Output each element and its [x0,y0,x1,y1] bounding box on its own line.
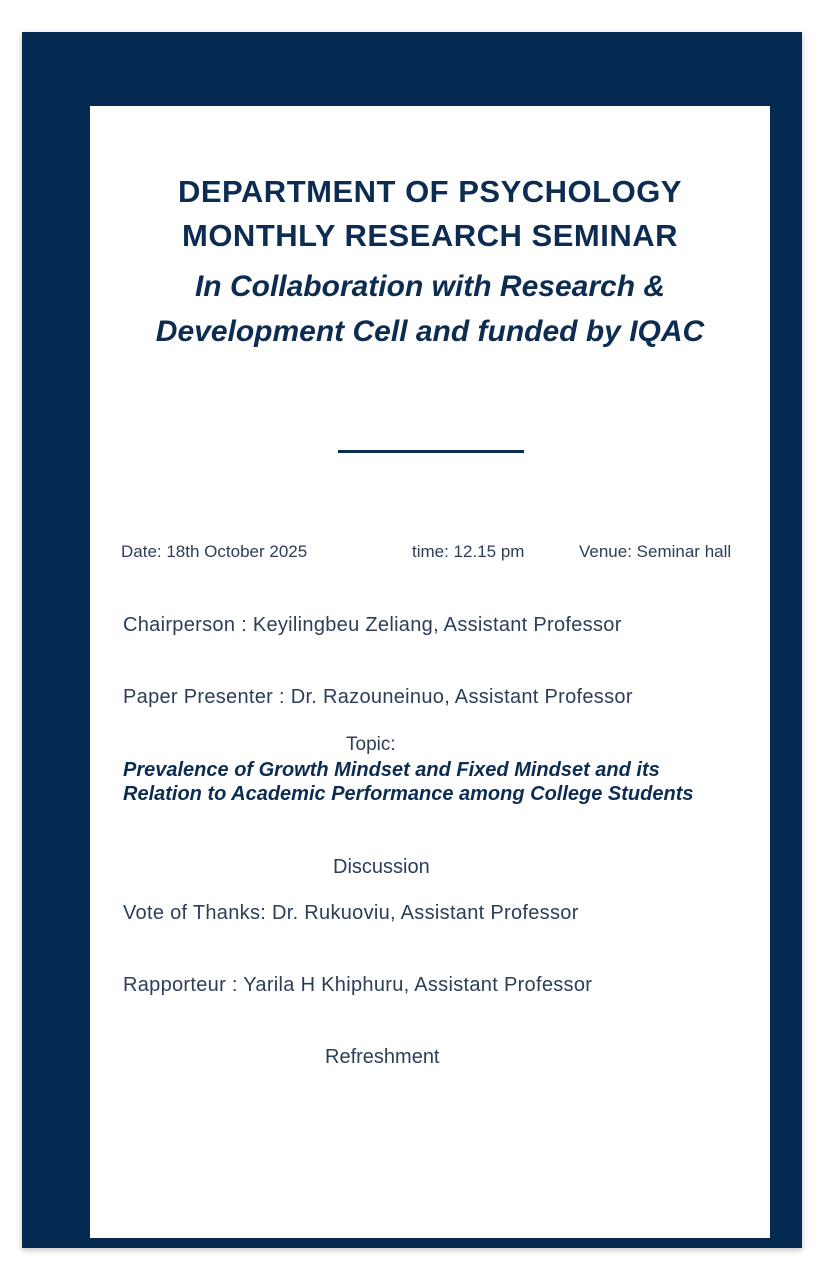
event-venue: Venue: Seminar hall [579,542,732,561]
poster-subtitle: In Collaboration with Research & Development Cell and funded by IQAC [155,270,705,348]
paper-presenter-line: Paper Presenter : Dr. Razouneinuo, Assistant Professor [123,686,633,708]
discussion-label: Discussion [333,856,430,878]
vote-of-thanks-line: Vote of Thanks: Dr. Rukuoviu, Assistant Professor [123,902,579,924]
chairperson-line: Chairperson : Keyilingbeu Zeliang, Assistant Professor [123,614,622,636]
topic-title: Prevalence of Growth Mindset and Fixed Mindset and its Relation to Academic Performance among College Students [123,759,694,805]
divider-rule [338,450,524,453]
poster-frame [22,32,802,1248]
refreshment-label: Refreshment [325,1046,440,1068]
rapporteur-line: Rapporteur : Yarila H Khiphuru, Assistant Professor [123,974,593,996]
poster-title-line-1: DEPARTMENT OF PSYCHOLOGY [177,174,682,209]
event-date: Date: 18th October 2025 [121,542,308,561]
poster-title-line-2: MONTHLY RESEARCH SEMINAR [182,218,678,253]
event-time: time: 12.15 pm [412,542,525,561]
topic-label: Topic: [346,734,396,755]
poster-card [90,106,770,1238]
